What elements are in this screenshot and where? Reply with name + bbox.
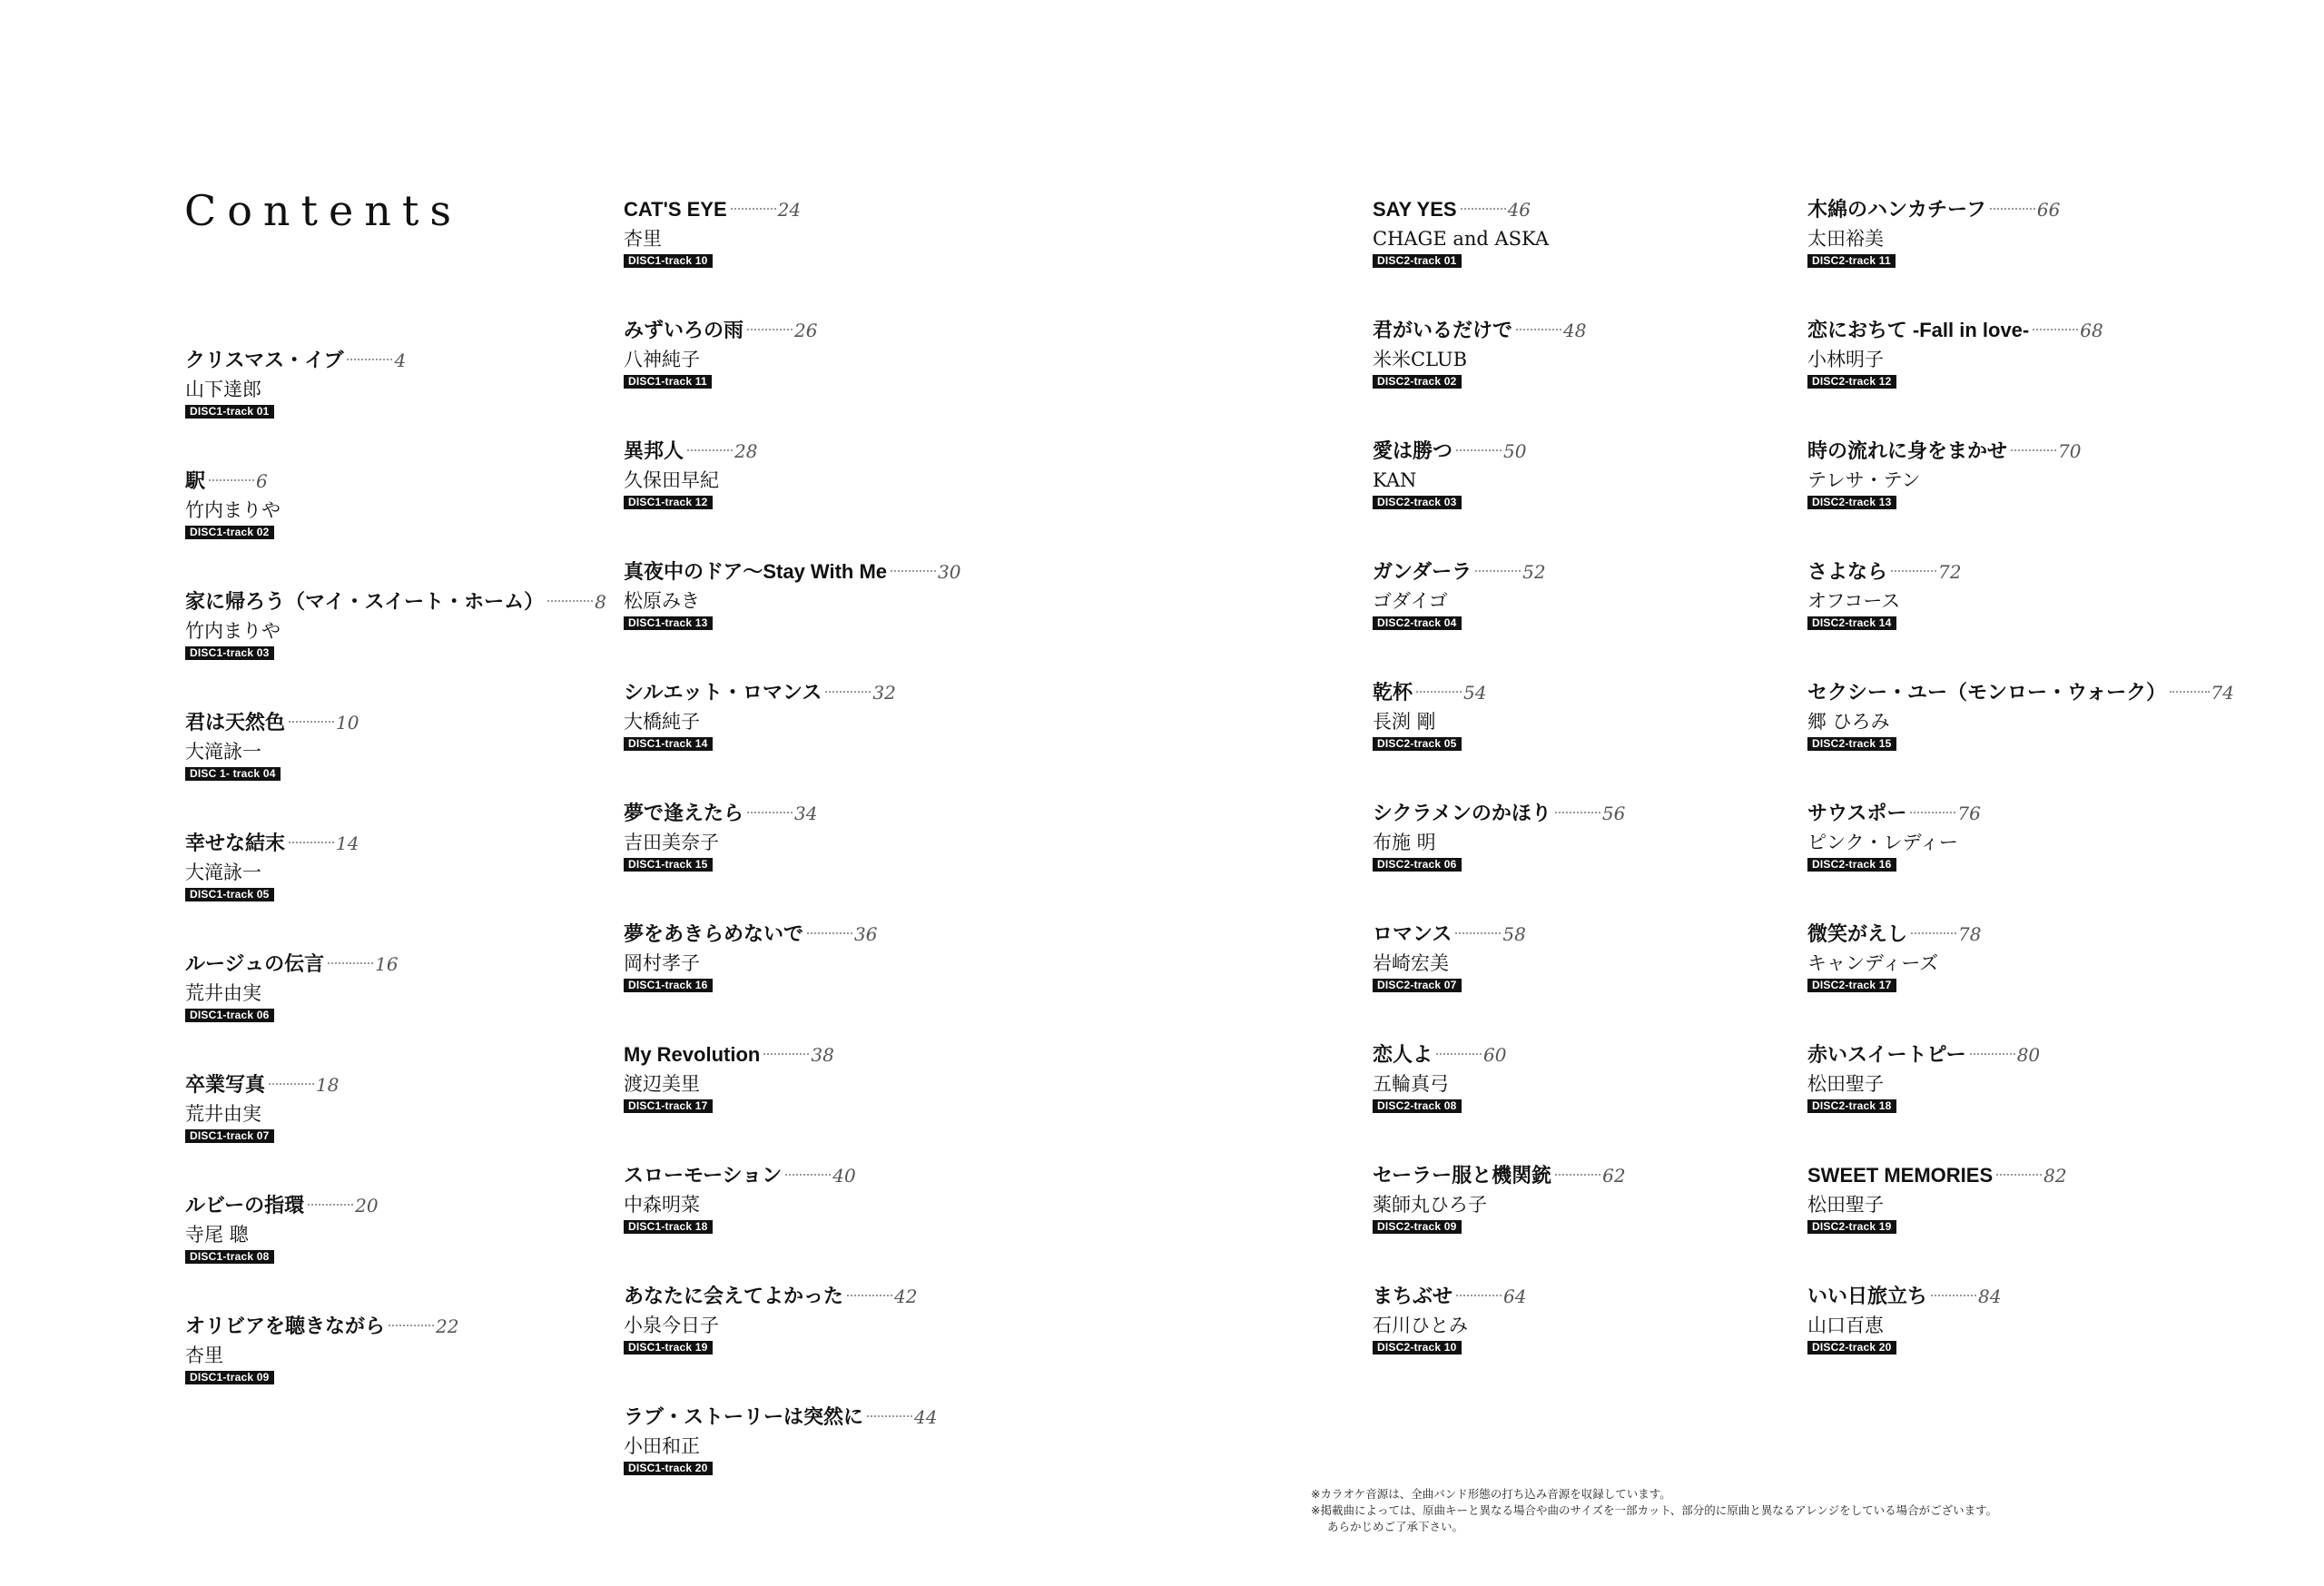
dot-leader: [1456, 449, 1502, 451]
artist-name: 荒井由実: [185, 1103, 261, 1125]
song-row: [1807, 1281, 2234, 1312]
track-badge: DISC1-track 14: [624, 737, 713, 751]
song-row: [185, 345, 612, 376]
page-number: 62: [1602, 1165, 1626, 1187]
artist-name: 渡辺美里: [624, 1073, 700, 1095]
dot-leader: [825, 691, 871, 693]
toc-entry[interactable]: [1373, 315, 1799, 436]
song-row: [1373, 798, 1799, 829]
dot-leader: [747, 329, 793, 330]
song-title: セーラー服と機関銃: [1373, 1164, 1552, 1187]
toc-entry[interactable]: [1373, 919, 1799, 1039]
track-badge: DISC1-track 11: [624, 375, 712, 389]
page-number: 68: [2080, 320, 2103, 341]
page-number: 4: [394, 350, 407, 371]
toc-entry[interactable]: [185, 949, 612, 1069]
toc-entry[interactable]: [1373, 798, 1799, 919]
track-badge: DISC1-track 17: [624, 1099, 713, 1113]
song-row: [1373, 1160, 1799, 1191]
toc-entry[interactable]: [624, 1281, 1050, 1402]
toc-entry[interactable]: [1373, 677, 1799, 798]
page-number: 26: [794, 320, 818, 341]
artist-name: 杏里: [624, 228, 662, 250]
artist-name: 小林明子: [1807, 349, 1884, 370]
dot-leader: [347, 359, 392, 360]
footnote: ※掲載曲によっては、原曲キーと異なる場合や曲のサイズを一部カット、部分的に原曲と異なるアレンジをしている場合がございます。: [1311, 1503, 1998, 1517]
song-row: [185, 1311, 612, 1342]
toc-entry[interactable]: [624, 1160, 1050, 1281]
page-number: 36: [854, 923, 878, 945]
page-number: 18: [316, 1074, 340, 1096]
toc-entry[interactable]: [185, 1311, 612, 1432]
contents-column-4: [1807, 194, 2234, 1402]
toc-entry[interactable]: [624, 798, 1050, 919]
page-number: 16: [375, 953, 399, 975]
song-title: ロマンス: [1373, 922, 1452, 945]
song-row: [1373, 194, 1799, 225]
track-badge: DISC2-track 10: [1373, 1341, 1462, 1355]
contents-column-3: [1373, 194, 1799, 1402]
dot-leader: [389, 1325, 434, 1326]
artist-name: KAN: [1373, 469, 1417, 491]
track-badge: DISC1-track 18: [624, 1220, 713, 1234]
song-row: [185, 707, 612, 738]
track-badge: DISC1-track 07: [185, 1129, 274, 1143]
footnote: あらかじめご了承下さい。: [1327, 1520, 1464, 1533]
song-row: [1373, 1039, 1799, 1070]
song-row: [1373, 919, 1799, 950]
page-number: 42: [894, 1286, 918, 1307]
dot-leader: [289, 842, 334, 843]
song-title: 幸せな結末: [185, 832, 286, 854]
dot-leader: [731, 208, 776, 210]
page-number: 50: [1503, 440, 1527, 462]
page-number: 8: [595, 591, 606, 613]
song-title: SAY YES: [1373, 198, 1457, 221]
artist-name: 太田裕美: [1807, 228, 1884, 250]
footnotes: [1311, 1486, 1997, 1535]
toc-entry[interactable]: [1373, 557, 1799, 677]
song-title: クリスマス・イブ: [185, 349, 344, 371]
toc-entry[interactable]: [1807, 1160, 2234, 1281]
song-title: 異邦人: [624, 439, 684, 462]
toc-entry[interactable]: [185, 1190, 612, 1311]
song-title: 夢で逢えたら: [624, 802, 744, 824]
toc-entry[interactable]: [1807, 1281, 2234, 1402]
artist-name: 八神純子: [624, 349, 700, 370]
song-row: [1807, 798, 2234, 829]
page-number: 56: [1601, 803, 1626, 824]
toc-entry[interactable]: [1373, 1281, 1799, 1402]
contents-column-2: [624, 194, 1050, 1522]
page-number: 78: [1958, 923, 1982, 945]
toc-entry[interactable]: [185, 466, 612, 586]
song-row: [624, 436, 1050, 467]
page-number: 84: [1978, 1286, 2002, 1307]
song-title: 恋におちて -Fall in love-: [1807, 319, 2030, 341]
artist-name: 岩崎宏美: [1373, 952, 1449, 974]
toc-entry[interactable]: [185, 586, 612, 707]
artist-name: 竹内まりや: [185, 620, 281, 642]
track-badge: DISC2-track 07: [1373, 979, 1462, 992]
song-title: 時の流れに身をまかせ: [1807, 439, 2008, 462]
toc-entry[interactable]: [624, 315, 1050, 436]
track-badge: DISC2-track 11: [1807, 254, 1896, 268]
toc-entry[interactable]: [1807, 1039, 2234, 1160]
toc-entry[interactable]: [624, 557, 1050, 677]
song-row: [624, 1039, 1050, 1070]
dot-leader: [1416, 691, 1462, 693]
dot-leader: [1456, 1295, 1502, 1296]
song-row: [1373, 1281, 1799, 1312]
song-row: [624, 798, 1050, 829]
song-title: サウスポー: [1807, 802, 1907, 824]
toc-entry[interactable]: [185, 707, 612, 828]
toc-entry[interactable]: [185, 828, 612, 949]
artist-name: 小田和正: [624, 1435, 700, 1457]
track-badge: DISC2-track 16: [1807, 858, 1896, 872]
track-badge: DISC1-track 10: [624, 254, 713, 268]
track-badge: DISC2-track 18: [1807, 1099, 1896, 1113]
song-row: [1807, 1039, 2234, 1070]
song-title: 卒業写真: [185, 1073, 266, 1096]
track-badge: DISC1-track 03: [185, 646, 274, 660]
artist-name: 長渕 剛: [1373, 711, 1436, 733]
artist-name: 山口百恵: [1807, 1315, 1884, 1336]
dot-leader: [1555, 812, 1600, 813]
toc-entry[interactable]: [1373, 1039, 1799, 1160]
dot-leader: [2033, 329, 2078, 330]
track-badge: DISC1-track 15: [624, 858, 713, 872]
page-number: 28: [734, 440, 758, 462]
song-title: 愛は勝つ: [1373, 439, 1453, 462]
toc-entry[interactable]: [624, 436, 1050, 557]
song-row: [185, 586, 612, 617]
song-row: [1373, 557, 1799, 587]
song-title: 君がいるだけで: [1373, 319, 1513, 341]
dot-leader: [328, 962, 373, 964]
song-title: ラブ・ストーリーは突然に: [624, 1405, 864, 1428]
song-title: 木綿のハンカチーフ: [1807, 198, 1986, 221]
artist-name: ゴダイゴ: [1373, 590, 1448, 612]
song-title: オリビアを聴きながら: [185, 1315, 386, 1337]
page-number: 24: [777, 199, 802, 221]
page-number: 46: [1507, 199, 1531, 221]
track-badge: DISC1-track 16: [624, 979, 713, 992]
song-row: [624, 677, 1050, 708]
song-title: ルビーの指環: [185, 1194, 305, 1217]
dot-leader: [1931, 1295, 1976, 1296]
page-number: 70: [2058, 440, 2082, 462]
song-title: いい日旅立ち: [1807, 1285, 1928, 1307]
artist-name: 松原みき: [624, 590, 700, 612]
toc-entry[interactable]: [1373, 1160, 1799, 1281]
artist-name: 布施 明: [1373, 832, 1436, 853]
track-badge: DISC1-track 19: [624, 1341, 713, 1355]
song-row: [1807, 194, 2234, 225]
artist-name: 中森明菜: [624, 1194, 700, 1216]
artist-name: 松田聖子: [1807, 1194, 1884, 1216]
artist-name: 大滝詠一: [185, 862, 261, 883]
song-row: [185, 1190, 612, 1221]
artist-name: 松田聖子: [1807, 1073, 1884, 1095]
artist-name: 大滝詠一: [185, 741, 261, 763]
song-row: [1373, 436, 1799, 467]
page-number: 44: [914, 1406, 938, 1428]
song-title: 真夜中のドア〜Stay With Me: [624, 560, 888, 583]
track-badge: DISC1-track 02: [185, 526, 274, 539]
toc-entry[interactable]: [185, 1069, 612, 1190]
track-badge: DISC2-track 12: [1807, 375, 1896, 389]
track-badge: DISC1-track 08: [185, 1250, 274, 1264]
track-badge: DISC2-track 14: [1807, 616, 1896, 630]
page-number: 48: [1563, 320, 1587, 341]
artist-name: 岡村孝子: [624, 952, 700, 974]
page-number: 58: [1502, 923, 1526, 945]
track-badge: DISC1-track 01: [185, 405, 274, 419]
toc-entry[interactable]: [1373, 194, 1799, 315]
artist-name: 大橋純子: [624, 711, 700, 733]
page-number: 40: [832, 1165, 856, 1187]
song-row: [1807, 677, 2234, 708]
page-number: 66: [2036, 199, 2061, 221]
track-badge: DISC1-track 09: [185, 1371, 274, 1384]
page-number: 72: [1938, 561, 1962, 583]
page-number: 52: [1522, 561, 1546, 583]
song-title: セクシー・ユー（モンロー・ウォーク）: [1807, 681, 2167, 704]
dot-leader: [269, 1083, 314, 1085]
track-badge: DISC2-track 09: [1373, 1220, 1462, 1234]
dot-leader: [1455, 932, 1501, 934]
page-number: 32: [872, 682, 896, 704]
page-number: 80: [2016, 1044, 2041, 1066]
dot-leader: [891, 570, 936, 572]
dot-leader: [785, 1174, 831, 1176]
dot-leader: [1910, 812, 1955, 813]
track-badge: DISC2-track 05: [1373, 737, 1462, 751]
dot-leader: [209, 479, 254, 481]
page-title: Contents: [184, 186, 462, 235]
page-number: 10: [336, 712, 359, 734]
artist-name: 石川ひとみ: [1373, 1315, 1468, 1336]
toc-entry[interactable]: [1373, 436, 1799, 557]
page-number: 22: [436, 1315, 459, 1337]
dot-leader: [763, 1053, 809, 1055]
song-row: [1807, 1160, 2234, 1191]
track-badge: DISC2-track 08: [1373, 1099, 1462, 1113]
song-title: シクラメンのかほり: [1373, 802, 1551, 824]
artist-name: 郷 ひろみ: [1807, 711, 1890, 733]
track-badge: DISC1-track 06: [185, 1009, 274, 1022]
artist-name: 薬師丸ひろ子: [1373, 1194, 1487, 1216]
toc-entry[interactable]: [1807, 919, 2234, 1039]
artist-name: 山下達郎: [185, 379, 261, 400]
dot-leader: [547, 600, 593, 602]
song-title: シルエット・ロマンス: [624, 681, 822, 704]
page-number: 30: [938, 561, 961, 583]
dot-leader: [687, 449, 733, 451]
artist-name: 竹内まりや: [185, 499, 281, 521]
song-row: [624, 1402, 1050, 1433]
toc-entry[interactable]: [1807, 315, 2234, 436]
song-title: 君は天然色: [185, 711, 286, 734]
song-row: [1807, 557, 2234, 587]
dot-leader: [1990, 208, 2035, 210]
song-row: [624, 557, 1050, 587]
song-row: [1373, 677, 1799, 708]
song-title: あなたに会えてよかった: [624, 1285, 844, 1307]
artist-name: ピンク・レディー: [1807, 832, 1958, 853]
artist-name: テレサ・テン: [1807, 469, 1921, 491]
song-row: [185, 466, 612, 497]
track-badge: DISC2-track 01: [1373, 254, 1462, 268]
track-badge: DISC2-track 03: [1373, 496, 1462, 509]
artist-name: 米米CLUB: [1373, 349, 1467, 370]
toc-entry[interactable]: [624, 1402, 1050, 1522]
dot-leader: [867, 1415, 912, 1417]
song-row: [185, 949, 612, 980]
toc-entry[interactable]: [624, 677, 1050, 798]
dot-leader: [1891, 570, 1936, 572]
dot-leader: [2011, 449, 2056, 451]
dot-leader: [289, 721, 334, 723]
song-row: [624, 1281, 1050, 1312]
song-row: [624, 194, 1050, 225]
page-number: 20: [355, 1195, 379, 1217]
page-number: 60: [1483, 1044, 1507, 1066]
track-badge: DISC2-track 17: [1807, 979, 1896, 992]
song-row: [624, 315, 1050, 346]
song-title: スローモーション: [624, 1164, 783, 1187]
page-number: 74: [2211, 682, 2234, 704]
song-title: まちぶせ: [1373, 1285, 1453, 1307]
artist-name: 吉田美奈子: [624, 832, 719, 853]
artist-name: オフコース: [1807, 590, 1901, 612]
track-badge: DISC2-track 15: [1807, 737, 1896, 751]
song-title: 赤いスイートピー: [1807, 1043, 1966, 1066]
dot-leader: [1996, 1174, 2042, 1176]
contents-column-1: [185, 345, 612, 1432]
song-title: 家に帰ろう（マイ・スイート・ホーム）: [185, 590, 545, 613]
song-title: CAT'S EYE: [624, 198, 727, 221]
page-number: 76: [1957, 803, 1981, 824]
dot-leader: [847, 1295, 892, 1296]
toc-entry[interactable]: [1807, 557, 2234, 677]
track-badge: DISC2-track 13: [1807, 496, 1896, 509]
page-number: 82: [2043, 1165, 2067, 1187]
toc-entry[interactable]: [185, 345, 612, 466]
page-number: 38: [811, 1044, 834, 1066]
footnote: ※カラオケ音源は、全曲バンド形態の打ち込み音源を収録しています。: [1311, 1487, 1671, 1501]
song-row: [1807, 315, 2234, 346]
song-row: [185, 828, 612, 859]
toc-entry[interactable]: [1807, 436, 2234, 557]
page-number: 34: [794, 803, 818, 824]
song-row: [1807, 436, 2234, 467]
dot-leader: [1555, 1174, 1600, 1176]
song-title: 駅: [185, 469, 206, 492]
page-number: 54: [1463, 682, 1487, 704]
track-badge: DISC1-track 13: [624, 616, 713, 630]
dot-leader: [747, 812, 793, 813]
dot-leader: [1911, 932, 1956, 934]
artist-name: 荒井由実: [185, 982, 261, 1004]
artist-name: 五輪真弓: [1373, 1073, 1449, 1095]
song-row: [624, 919, 1050, 950]
track-badge: DISC2-track 04: [1373, 616, 1462, 630]
track-badge: DISC2-track 19: [1807, 1220, 1896, 1234]
dot-leader: [1970, 1053, 2015, 1055]
artist-name: 杏里: [185, 1345, 223, 1366]
artist-name: キャンディーズ: [1807, 952, 1939, 974]
song-title: 微笑がえし: [1807, 922, 1908, 945]
page-number: 14: [336, 832, 359, 854]
song-title: SWEET MEMORIES: [1807, 1164, 1994, 1187]
dot-leader: [1516, 329, 1561, 330]
song-title: さよなら: [1807, 560, 1888, 583]
dot-leader: [1436, 1053, 1482, 1055]
track-badge: DISC1-track 12: [624, 496, 713, 509]
toc-entry[interactable]: [1807, 677, 2234, 798]
dot-leader: [308, 1204, 353, 1206]
page-number: 64: [1503, 1286, 1527, 1307]
track-badge: DISC2-track 20: [1807, 1341, 1896, 1355]
artist-name: 寺尾 聰: [185, 1224, 249, 1246]
song-title: 乾杯: [1373, 681, 1413, 704]
song-row: [185, 1069, 612, 1100]
track-badge: DISC2-track 06: [1373, 858, 1462, 872]
toc-entry[interactable]: [624, 194, 1050, 315]
song-title: My Revolution: [624, 1043, 761, 1066]
dot-leader: [2170, 691, 2209, 693]
dot-leader: [1475, 570, 1521, 572]
track-badge: DISC2-track 02: [1373, 375, 1462, 389]
track-badge: DISC 1- track 04: [185, 767, 281, 781]
track-badge: DISC1-track 20: [624, 1462, 713, 1475]
artist-name: 小泉今日子: [624, 1315, 719, 1336]
toc-entry[interactable]: [624, 1039, 1050, 1160]
toc-entry[interactable]: [1807, 798, 2234, 919]
song-title: 恋人よ: [1373, 1043, 1433, 1066]
song-title: ガンダーラ: [1373, 560, 1472, 583]
toc-entry[interactable]: [624, 919, 1050, 1039]
artist-name: 久保田早紀: [624, 469, 719, 491]
song-row: [1807, 919, 2234, 950]
track-badge: DISC1-track 05: [185, 888, 274, 901]
song-title: 夢をあきらめないで: [624, 922, 804, 945]
song-title: ルージュの伝言: [185, 952, 325, 975]
song-row: [624, 1160, 1050, 1191]
dot-leader: [807, 932, 852, 934]
artist-name: CHAGE and ASKA: [1373, 228, 1550, 250]
page-number: 6: [256, 470, 268, 492]
song-row: [1373, 315, 1799, 346]
song-title: みずいろの雨: [624, 319, 744, 341]
toc-entry[interactable]: [1807, 194, 2234, 315]
dot-leader: [1461, 208, 1506, 210]
